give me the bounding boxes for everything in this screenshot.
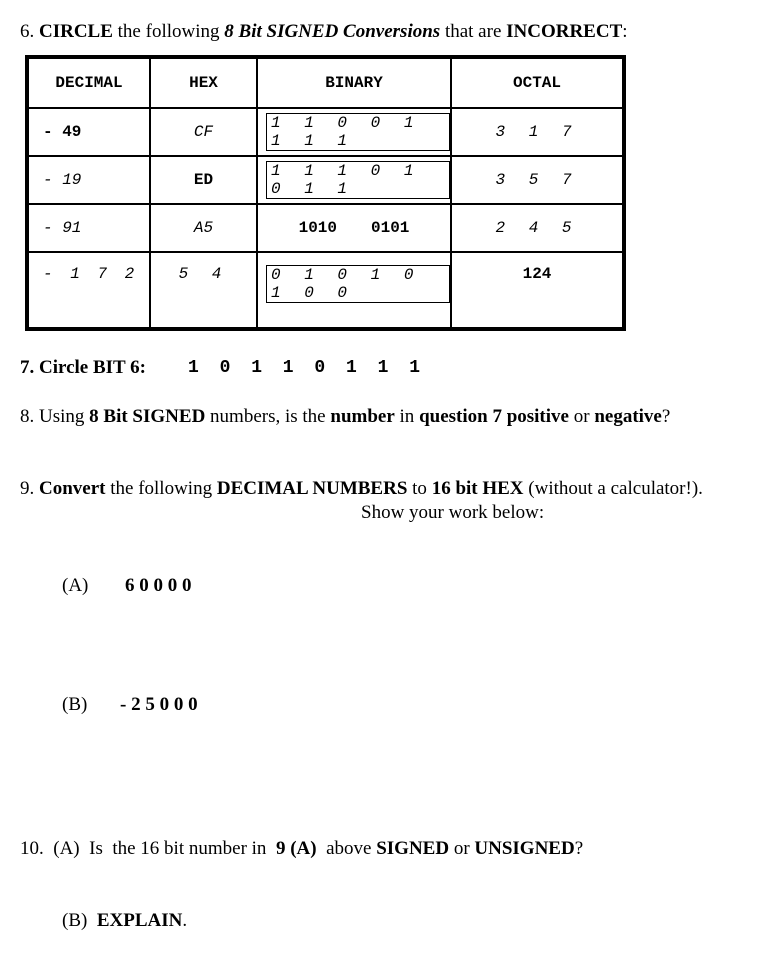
q9-hex: 16 bit HEX: [431, 478, 524, 499]
question-9: [20, 478, 703, 500]
table-row: [27, 108, 624, 156]
q7-bits: 1 0 1 1 0 1 1 1: [188, 358, 426, 378]
cell-decimal: - 91: [27, 204, 150, 252]
q6-number: 6.: [20, 21, 35, 42]
cell-decimal: - 49: [27, 108, 150, 156]
q10-text: 10. (A) Is the 16 bit number in: [20, 838, 276, 859]
q9-convert: Convert: [39, 478, 106, 499]
cell-hex: ED: [150, 156, 257, 204]
q8-question-mark: ?: [661, 406, 671, 427]
q8-number: number: [330, 406, 395, 427]
cell-octal: 124: [451, 252, 624, 329]
q8-text-2: numbers, is the: [205, 406, 331, 427]
q9-number: 9.: [20, 478, 39, 499]
header-decimal: DECIMAL: [27, 57, 150, 108]
q10-explain: EXPLAIN: [96, 910, 183, 931]
q10-b-label: (B): [62, 910, 97, 931]
q10-b: [62, 910, 187, 932]
q9-b-label: (B): [62, 694, 88, 715]
cell-binary: [257, 204, 451, 252]
q10-signed: SIGNED: [376, 838, 450, 859]
binary-nibble-low: 0101: [371, 219, 410, 237]
q10-or: or: [449, 838, 475, 859]
table-row: [27, 252, 624, 329]
cell-octal: 3 5 7: [451, 156, 624, 204]
cell-decimal: - 19: [27, 156, 150, 204]
q10-unsigned: UNSIGNED: [474, 838, 575, 859]
header-octal: OCTAL: [451, 57, 624, 108]
q8-or: or: [568, 406, 595, 427]
q8-text-3: in: [394, 406, 420, 427]
cell-octal: 2 4 5: [451, 204, 624, 252]
cell-binary: [257, 252, 451, 329]
q10-question-mark: ?: [574, 838, 584, 859]
cell-octal: 3 1 7: [451, 108, 624, 156]
q6-text-2: that are: [440, 21, 507, 42]
table-row: [27, 156, 624, 204]
header-binary: BINARY: [257, 57, 451, 108]
q6-text: the following: [112, 21, 225, 42]
q6-incorrect: INCORRECT: [506, 21, 623, 42]
q6-circle: CIRCLE: [39, 21, 113, 42]
header-hex: HEX: [150, 57, 257, 108]
q8-positive: question 7 positive: [419, 406, 569, 427]
q9-to: to: [407, 478, 432, 499]
cell-hex: A5: [150, 204, 257, 252]
cell-binary: [257, 156, 451, 204]
cell-hex: CF: [150, 108, 257, 156]
q10-text-2: above: [316, 838, 377, 859]
conversion-table: [25, 55, 626, 331]
q8-text: 8. Using: [20, 406, 90, 427]
q6-bit-phrase: 8 Bit SIGNED Conversions: [224, 21, 441, 42]
q9-line2: Show your work below:: [361, 502, 545, 523]
q9-text: the following: [105, 478, 217, 499]
q10-dot: .: [182, 910, 188, 931]
table-row: [27, 204, 624, 252]
q9-a-label: (A): [62, 575, 89, 596]
q9-text-2: (without a calculator!).: [523, 478, 703, 499]
q9-decimal: DECIMAL NUMBERS: [216, 478, 408, 499]
question-7: [20, 357, 146, 379]
binary-nibble-high: 1010: [298, 219, 337, 237]
cell-hex: 5 4: [150, 252, 257, 329]
question-8: [20, 406, 670, 428]
binary-value: 1 1 1 0 1 0 1 1: [266, 161, 450, 199]
cell-decimal: - 1 7 2: [27, 252, 150, 329]
q8-bit: 8 Bit SIGNED: [89, 406, 206, 427]
binary-value: 1 1 0 0 1 1 1 1: [266, 113, 450, 151]
table-header-row: [27, 57, 624, 108]
q7-label: 7. Circle BIT 6:: [20, 357, 146, 378]
binary-value: 0 1 0 1 0 1 0 0: [266, 265, 450, 303]
q9-b-value: - 2 5 0 0 0: [120, 694, 198, 715]
question-10: [20, 838, 583, 860]
q10-ref: 9 (A): [275, 838, 317, 859]
q9-a-value: 6 0 0 0 0: [125, 575, 192, 596]
q8-negative: negative: [594, 406, 662, 427]
cell-binary: [257, 108, 451, 156]
question-6: [20, 21, 628, 43]
q6-colon: :: [622, 21, 628, 42]
